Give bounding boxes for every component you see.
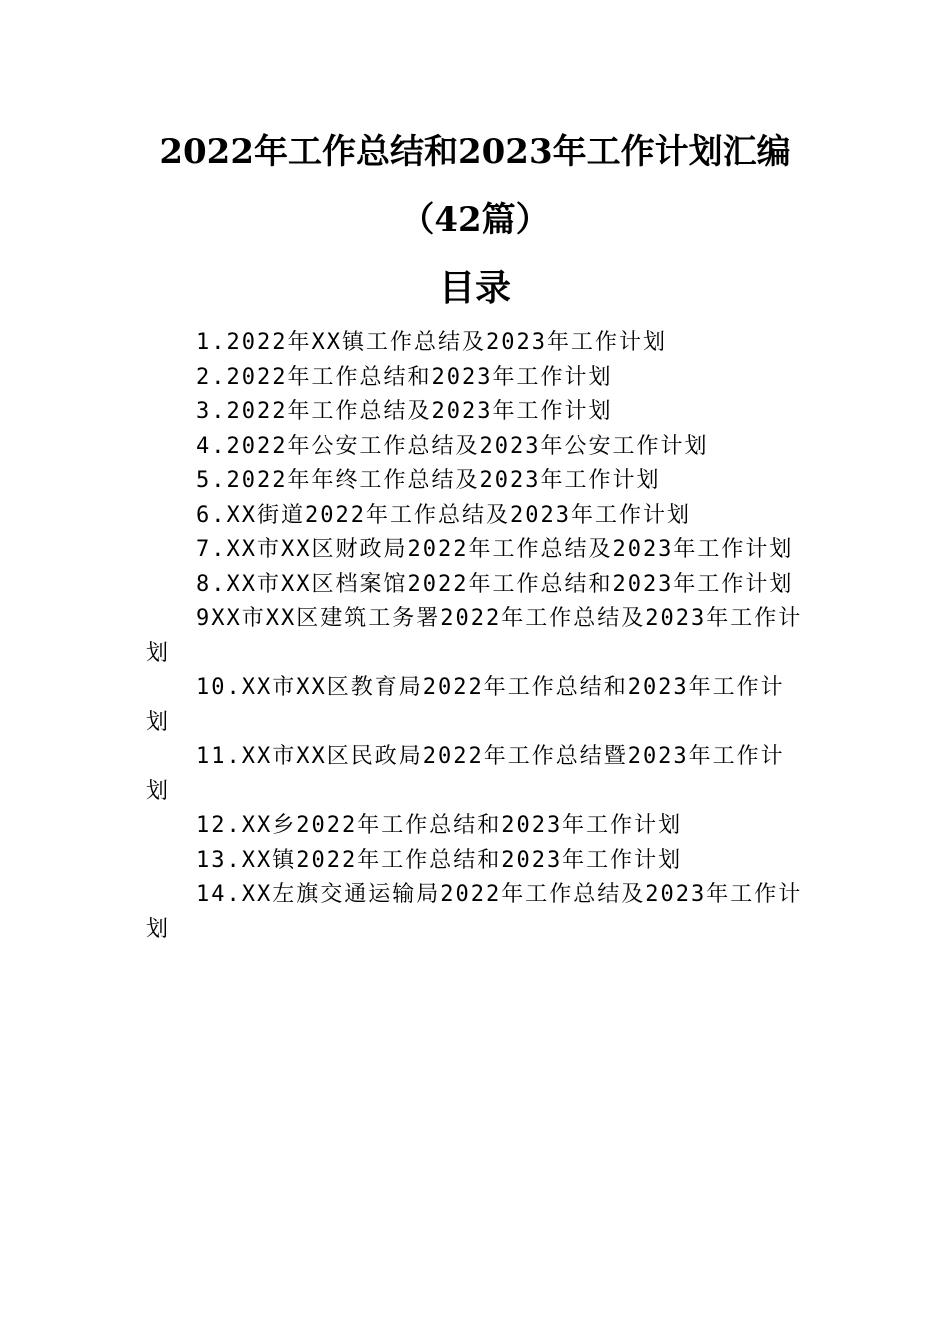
document-title: 2022年工作总结和2023年工作计划汇编: [159, 132, 791, 172]
toc-item: 5.2022年年终工作总结及2023年工作计划: [196, 468, 661, 493]
toc-heading: 目录: [438, 267, 511, 309]
toc-item: 6.XX街道2022年工作总结及2023年工作计划: [196, 502, 691, 528]
toc-item: 8.XX市XX区档案馆2022年工作总结和2023年工作计划: [196, 571, 794, 597]
toc-item: 3.2022年工作总结及2023年工作计划: [196, 399, 613, 424]
toc-item: 9XX市XX区建筑工务署2022年工作总结及2023年工作计划: [146, 606, 803, 666]
document-subtitle: （42篇）: [400, 200, 550, 240]
toc-item: 13.XX镇2022年工作总结和2023年工作计划: [196, 847, 683, 873]
table-of-contents: [146, 326, 806, 947]
toc-item: 2.2022年工作总结和2023年工作计划: [196, 364, 613, 390]
toc-item: 4.2022年公安工作总结及2023年公安工作计划: [196, 433, 709, 459]
toc-item: 11.XX市XX区民政局2022年工作总结暨2023年工作计划: [146, 744, 785, 804]
toc-item: 7.XX市XX区财政局2022年工作总结及2023年工作计划: [196, 537, 794, 562]
toc-item: 1.2022年XX镇工作总结及2023年工作计划: [196, 330, 667, 355]
toc-item: 10.XX市XX区教育局2022年工作总结和2023年工作计划: [146, 675, 785, 735]
toc-item: 12.XX乡2022年工作总结和2023年工作计划: [196, 813, 683, 838]
toc-item: 14.XX左旗交通运输局2022年工作总结及2023年工作计划: [146, 882, 803, 942]
